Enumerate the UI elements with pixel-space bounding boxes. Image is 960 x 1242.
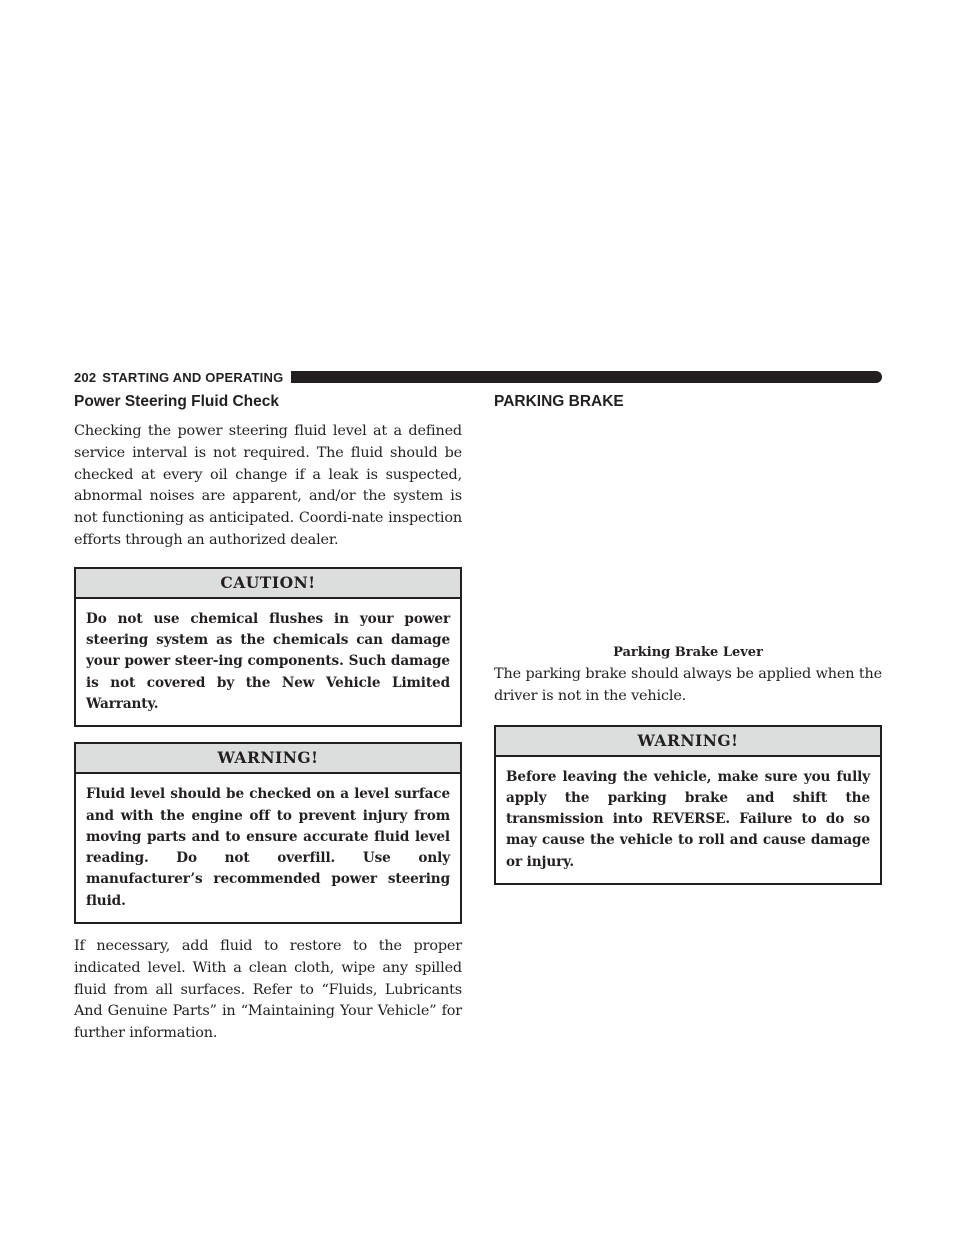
warning-title: WARNING! [76,744,460,774]
followup-paragraph: If necessary, add fluid to restore to the proper indicated level. With a clean cloth, wipe any spilled fluid from all surfaces. Refer to “Fluids, Lubricants And Genuine Parts” in “Maintaining Your Vehicle” for further information. [74,938,462,1042]
caution-text: Do not use chemical flushes in your power steering system as the chemicals can damage your power steer-ing components. Such damage is not covered by the New Vehicle Limited Warranty. [86,610,450,712]
parking-brake-figure [494,412,882,644]
left-column [74,392,462,1045]
page-number: 202 [74,369,97,385]
section-heading-parking-brake: PARKING BRAKE [494,393,624,410]
header-rule [291,371,882,383]
caution-title: CAUTION! [76,569,460,599]
right-column [494,392,882,885]
parking-brake-paragraph: The parking brake should always be applied when the driver is not in the vehicle. [494,666,882,704]
section-heading-power-steering: Power Steering Fluid Check [74,393,279,410]
figure-caption: Parking Brake Lever [613,645,763,660]
warning-box [74,742,462,924]
parking-warning-title: WARNING! [496,727,880,757]
section-title: STARTING AND OPERATING [102,369,284,385]
caution-box [74,567,462,727]
parking-warning-text: Before leaving the vehicle, make sure you fully apply the parking brake and shift the transmission into REVERSE. Failure to do so may cause the vehicle to roll and cause damage or injury. [506,768,870,870]
warning-text: Fluid level should be checked on a level surface and with the engine off to prevent injury from moving parts and to ensure accurate fluid level reading. Do not overfill. Use only manufacturer’s recommended power steering fluid. [86,786,450,909]
parking-warning-box [494,725,882,885]
page-header [74,368,882,386]
intro-paragraph: Checking the power steering fluid level at a defined service interval is not required. The fluid should be checked at every oil change if a leak is suspected, abnormal noises are apparent, and/or the system is not functioning as anticipated. Coordi-nate inspection efforts through an authorized dealer. [74,423,462,548]
